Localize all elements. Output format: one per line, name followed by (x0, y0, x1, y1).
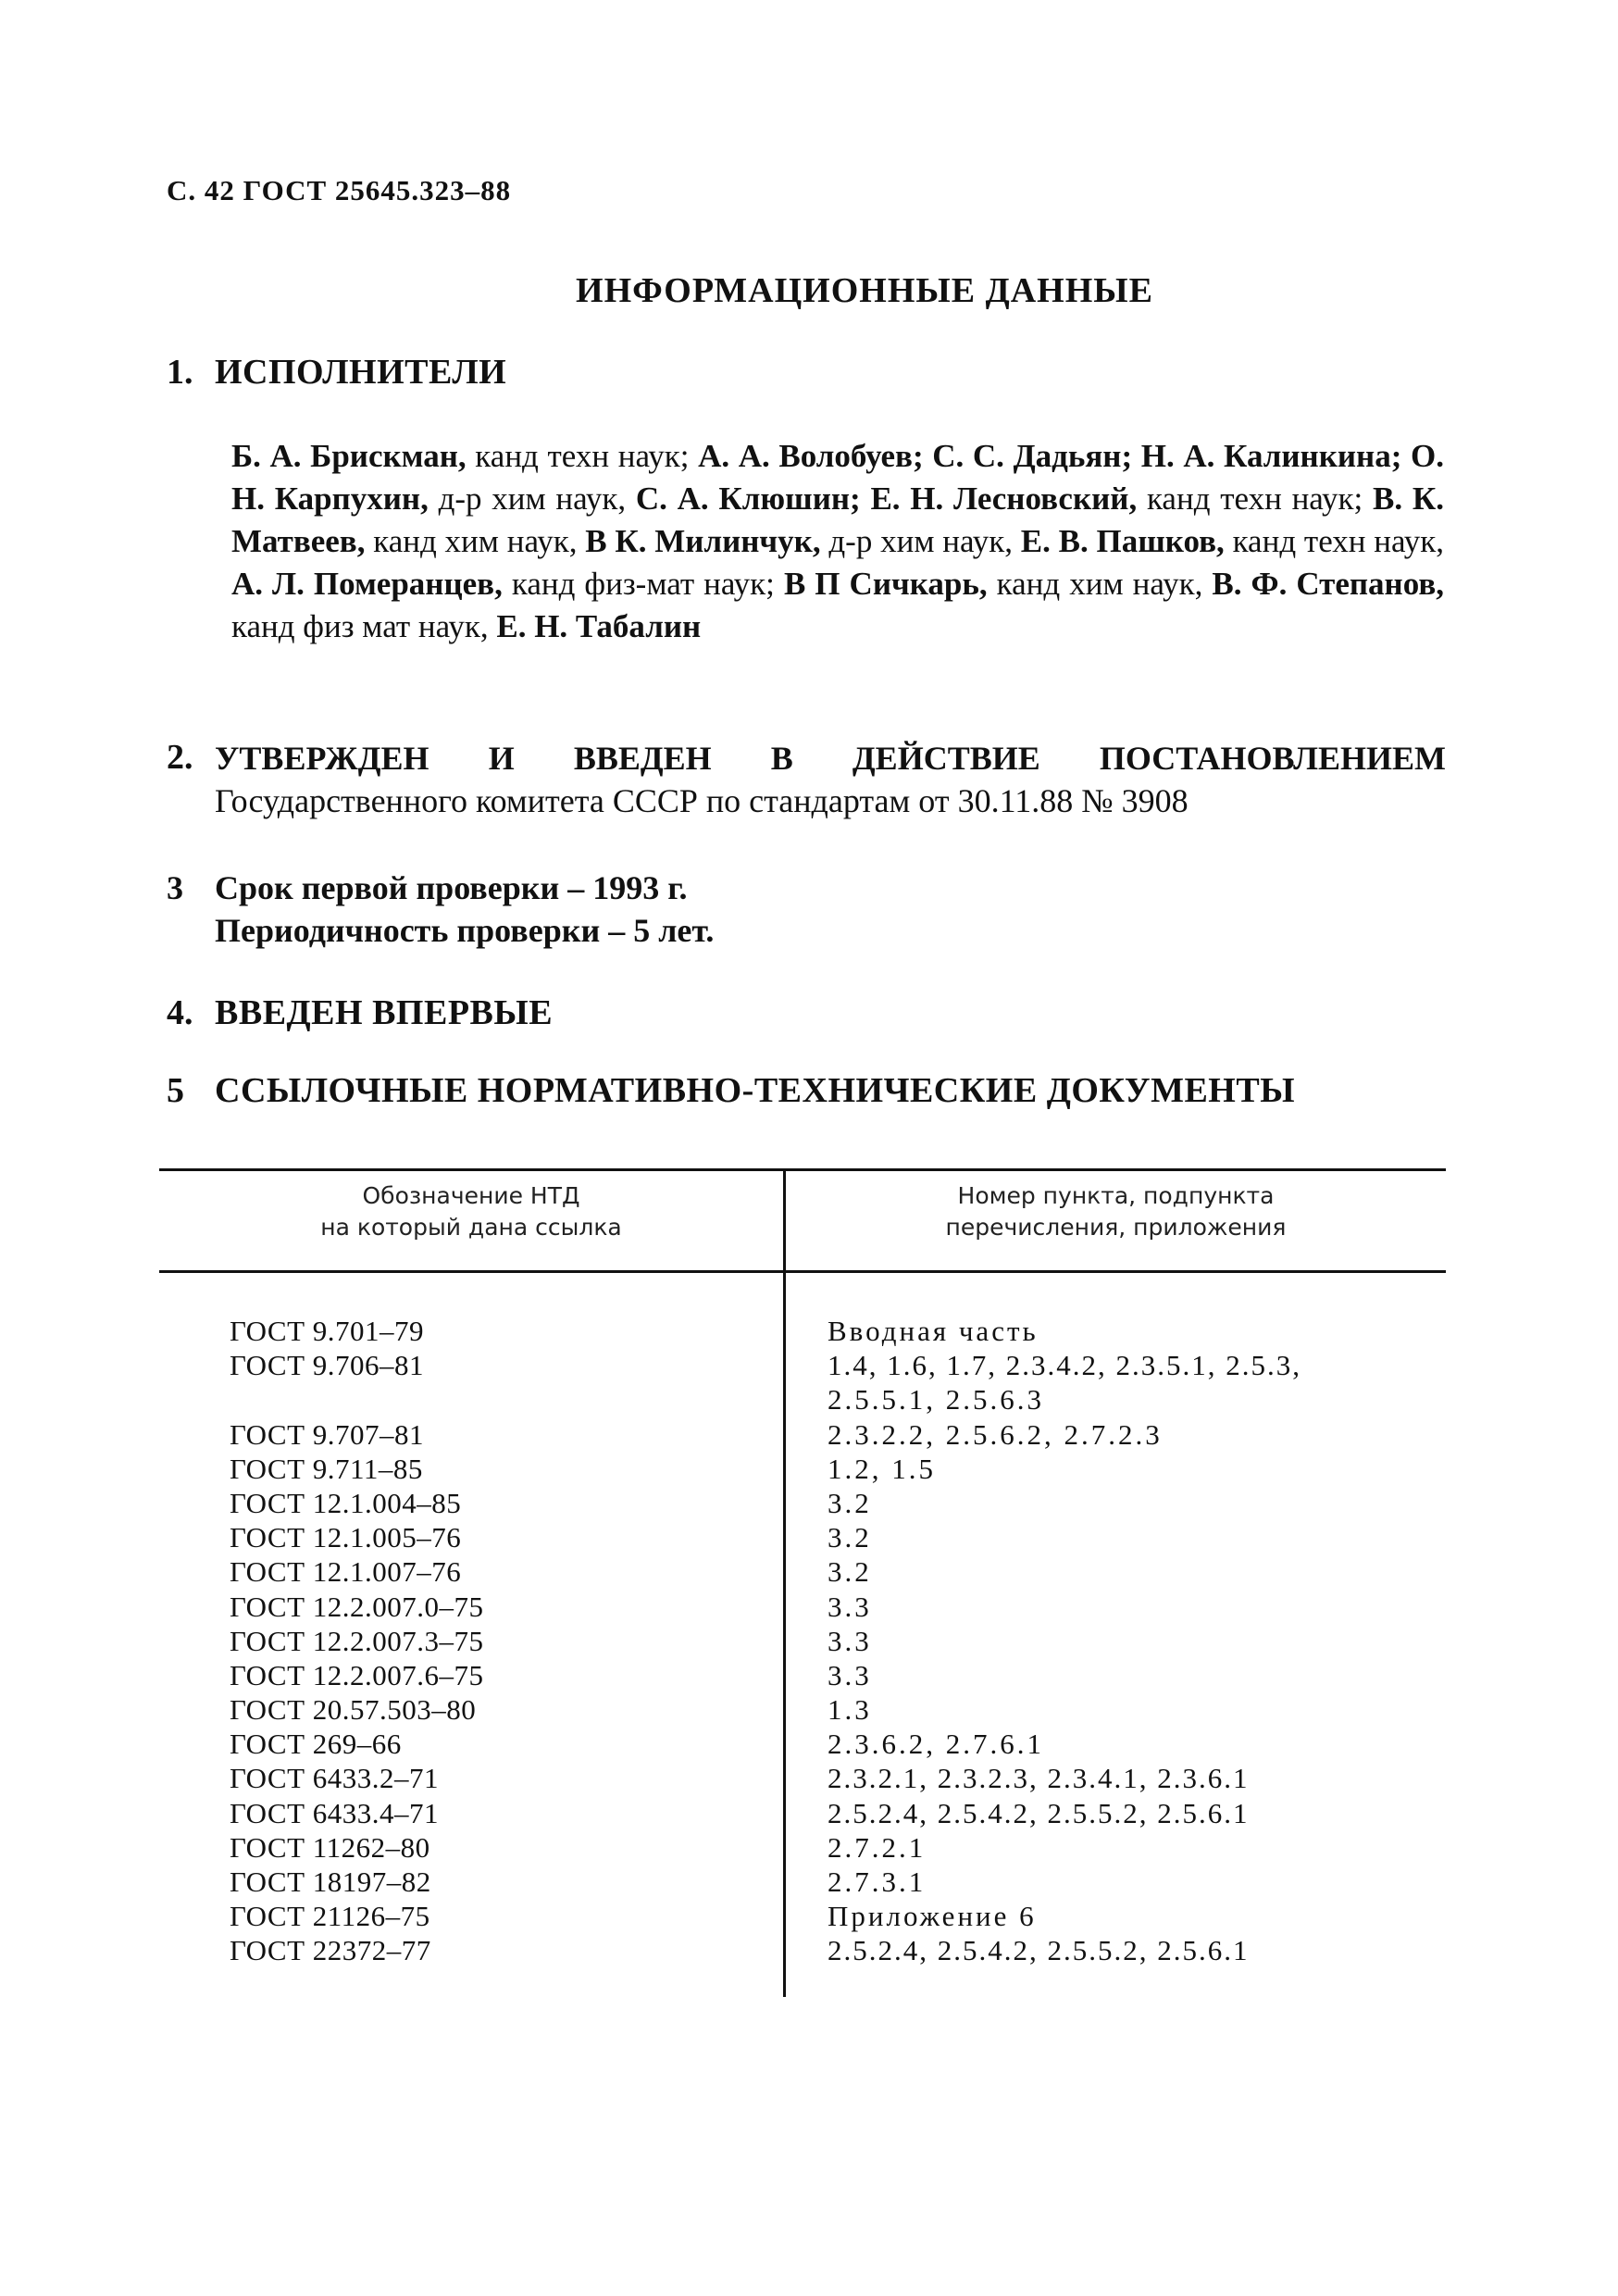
check-periodicity: Периодичность проверки – 5 лет. (215, 912, 715, 949)
table-cell-refs: 3.3 (828, 1590, 872, 1623)
author-degree (861, 480, 871, 517)
table-cell-doc (230, 1382, 484, 1416)
approval-details: Государственного комитета СССР по стандартам от 30.11.88 № 3908 (215, 782, 1189, 819)
table-cell-doc: ГОСТ 12.2.007.3–75 (230, 1624, 484, 1657)
table-doc-column (230, 1314, 484, 1968)
table-cell-refs: 2.5.2.4, 2.5.4.2, 2.5.5.2, 2.5.6.1 (828, 1934, 1250, 1967)
author-degree: д-р хим наук, (428, 480, 636, 517)
table-cell-refs: 2.3.6.2, 2.7.6.1 (828, 1728, 1044, 1761)
author-name: В. К. Матвеев, (231, 480, 1444, 559)
author-name: А. А. Волобуев; (698, 438, 924, 474)
author-degree: д-р хим наук, (820, 523, 1021, 559)
table-cell-refs: 3.3 (828, 1658, 872, 1691)
table-cell-doc: ГОСТ 269–66 (230, 1728, 402, 1761)
table-top-rule (159, 1168, 1446, 1171)
section-number: 5 (167, 1071, 184, 1110)
table-cell-doc: ГОСТ 12.1.005–76 (230, 1521, 462, 1554)
table-cell-doc: ГОСТ 11262–80 (230, 1830, 430, 1864)
header-line: перечисления, приложения (945, 1214, 1287, 1241)
table-cell-doc: ГОСТ 9.711–85 (230, 1452, 423, 1485)
author-name: Б. А. Брискман, (231, 438, 467, 474)
table-cell-doc: ГОСТ 9.707–81 (230, 1417, 425, 1451)
section-number: 3 (167, 869, 183, 906)
table-header-rule (159, 1270, 1446, 1273)
section-2-number (167, 737, 215, 778)
table-cell-refs: 2.3.2.2, 2.5.6.2, 2.7.2.3 (828, 1417, 1163, 1451)
section-3 (167, 867, 714, 952)
table-cell-doc: ГОСТ 12.2.007.0–75 (230, 1590, 484, 1623)
table-cell-refs: 1.4, 1.6, 1.7, 2.3.4.2, 2.3.5.1, 2.5.3, (828, 1349, 1301, 1382)
author-name: В К. Милинчук, (585, 523, 821, 559)
first-check-term: Срок первой проверки – 1993 г. (215, 869, 688, 906)
section-5-heading (167, 1070, 1295, 1111)
table-cell-refs: Приложение 6 (828, 1900, 1037, 1933)
author-name: Н. А. Калинкина; (1140, 438, 1402, 474)
author-name: А. Л. Померанцев, (231, 566, 503, 602)
section-2-text (215, 737, 1446, 822)
author-name: В П Сичкарь, (783, 566, 988, 602)
author-degree: канд хим наук, (365, 523, 586, 559)
table-cell-doc: ГОСТ 12.1.007–76 (230, 1555, 462, 1589)
table-header-col2 (786, 1180, 1446, 1243)
table-cell-doc: ГОСТ 20.57.503–80 (230, 1693, 477, 1727)
table-column-divider (783, 1168, 786, 1997)
header-line: на который дана ссылка (320, 1214, 622, 1241)
table-cell-refs: 2.7.3.1 (828, 1866, 927, 1898)
table-cell-doc: ГОСТ 9.706–81 (230, 1349, 425, 1382)
table-cell-refs: 3.2 (828, 1486, 872, 1519)
author-name: О. Н. Карпухин, (231, 438, 1445, 517)
table-cell-refs: 2.5.5.1, 2.5.6.3 (828, 1383, 1044, 1416)
section-title: ИСПОЛНИТЕЛИ (215, 353, 507, 392)
table-cell-refs: 1.2, 1.5 (828, 1452, 936, 1485)
table-refs-column (828, 1314, 1457, 1968)
section-1-heading (167, 352, 506, 393)
table-cell-refs: 3.2 (828, 1555, 872, 1589)
authors-list (231, 435, 1444, 648)
table-cell-doc: ГОСТ 6433.4–71 (230, 1796, 440, 1829)
author-degree: канд физ мат наук, (231, 608, 497, 644)
table-header-col1 (159, 1180, 783, 1243)
author-name: Е. В. Пашков, (1020, 523, 1225, 559)
table-cell-doc: ГОСТ 6433.2–71 (230, 1762, 440, 1795)
author-degree: канд хим наук, (987, 566, 1213, 602)
approval-text: УТВЕРЖДЕН И ВВЕДЕН В ДЕЙСТВИЕ ПОСТАНОВЛЕНИЕМ (215, 740, 1446, 777)
author-degree: канд техн наук, (1224, 523, 1445, 559)
table-cell-doc: ГОСТ 12.1.004–85 (230, 1486, 462, 1519)
table-cell-refs: 1.3 (828, 1693, 872, 1727)
table-cell-doc: ГОСТ 18197–82 (230, 1866, 431, 1898)
section-4-heading (167, 992, 553, 1033)
author-name: С. А. Клюшин; (635, 480, 861, 517)
author-degree (1401, 438, 1411, 474)
table-cell-doc: ГОСТ 22372–77 (230, 1934, 431, 1967)
table-cell-refs: 3.2 (828, 1521, 872, 1554)
page-header: С. 42 ГОСТ 25645.323–88 (167, 174, 512, 206)
table-cell-doc: ГОСТ 12.2.007.6–75 (230, 1658, 484, 1691)
table-cell-doc: ГОСТ 21126–75 (230, 1900, 430, 1933)
author-degree (1132, 438, 1141, 474)
table-cell-refs: 3.3 (828, 1624, 872, 1657)
section-number: 4. (167, 993, 193, 1032)
section-title: ССЫЛОЧНЫЕ НОРМАТИВНО-ТЕХНИЧЕСКИЕ ДОКУМЕНТЫ (215, 1071, 1296, 1110)
section-title: ВВЕДЕН ВПЕРВЫЕ (215, 993, 554, 1032)
author-name: Е. Н. Табалин (496, 608, 702, 644)
author-name: С. С. Дадьян; (932, 438, 1133, 474)
author-degree: канд техн наук; (1137, 480, 1374, 517)
section-number: 1. (167, 353, 193, 392)
table-cell-doc: ГОСТ 9.701–79 (230, 1315, 425, 1347)
table-cell-refs: Вводная часть (828, 1315, 1039, 1347)
author-name: В. Ф. Степанов, (1212, 566, 1445, 602)
header-line: Обозначение НТД (362, 1182, 580, 1209)
document-title: ИНФОРМАЦИОННЫЕ ДАННЫЕ (576, 271, 1153, 310)
table-cell-refs: 2.7.2.1 (828, 1830, 927, 1864)
author-degree (924, 438, 933, 474)
author-degree: канд физ-мат наук; (502, 566, 784, 602)
table-cell-refs: 2.3.2.1, 2.3.2.3, 2.3.4.1, 2.3.6.1 (828, 1762, 1250, 1795)
author-name: Е. Н. Лесновский, (870, 480, 1138, 517)
author-degree: канд техн наук; (466, 438, 699, 474)
header-line: Номер пункта, подпункта (957, 1182, 1275, 1209)
section-number: 2. (167, 738, 193, 777)
table-cell-refs: 2.5.2.4, 2.5.4.2, 2.5.5.2, 2.5.6.1 (828, 1796, 1250, 1829)
